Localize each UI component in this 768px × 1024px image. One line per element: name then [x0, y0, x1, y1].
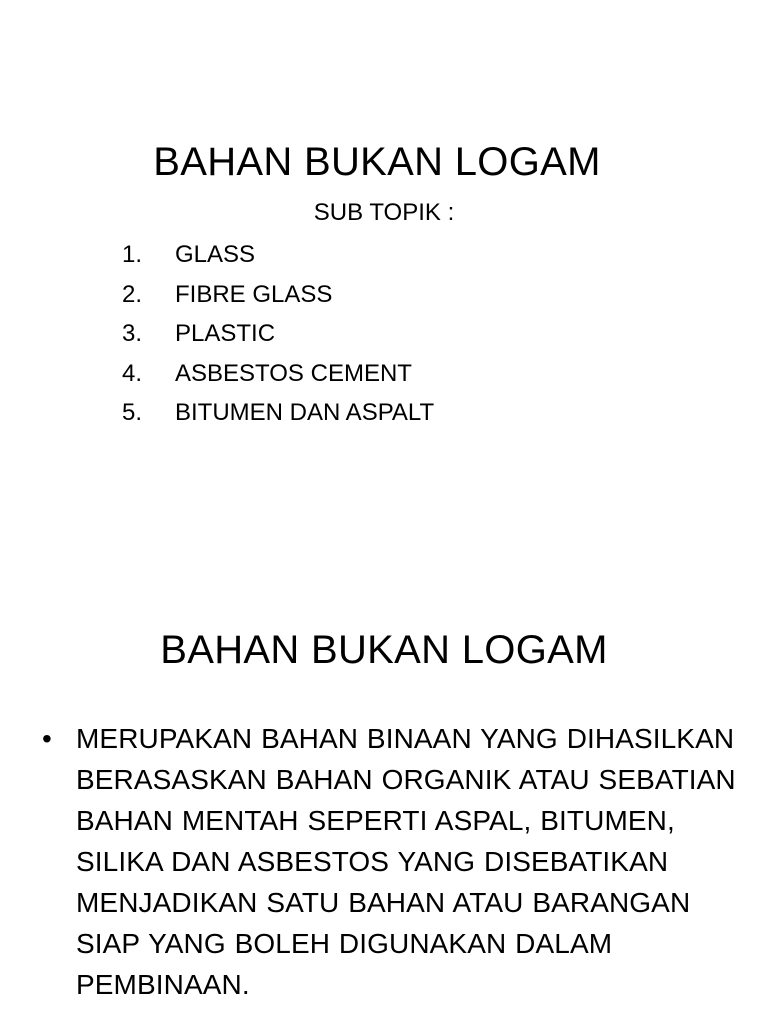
list-item-number: 5. — [122, 399, 143, 426]
slide-1-title: BAHAN BUKAN LOGAM — [153, 140, 601, 184]
list-item — [122, 354, 434, 394]
definition-text: MERUPAKAN BAHAN BINAAN YANG DIHASILKAN BERASASKAN BAHAN ORGANIK ATAU SEBATIAN BAHAN MENTAH SEPERTI ASPAL, BITUMEN, SILIKA DAN ASBESTOS YANG DISEBATIKAN MENJADIKAN SATU BAHAN ATAU BARANGAN SIAP YANG BOLEH DIGUNAKAN DALAM PEMBINAAN. — [76, 723, 736, 1000]
list-item-label: ASBESTOS CEMENT — [175, 359, 412, 387]
list-item — [122, 393, 434, 433]
list-item-number: 4. — [122, 359, 143, 387]
sub-topic-heading: SUB TOPIK : — [313, 199, 455, 226]
list-item-number: 1. — [122, 241, 143, 268]
list-item-number: 2. — [122, 280, 143, 308]
list-item-label: GLASS — [175, 241, 256, 268]
list-item-label: BITUMEN DAN ASPALT — [175, 399, 435, 426]
list-item-label: FIBRE GLASS — [175, 280, 333, 308]
topic-list — [122, 235, 434, 433]
list-item — [122, 235, 434, 275]
list-item-number: 3. — [122, 320, 143, 347]
list-item — [122, 275, 434, 315]
list-item-label: PLASTIC — [175, 320, 276, 347]
definition-bullet — [42, 718, 742, 1005]
slide-2-title: BAHAN BUKAN LOGAM — [160, 628, 608, 672]
bullet-icon: • — [42, 723, 52, 754]
list-item — [122, 314, 434, 354]
slide-2 — [0, 512, 768, 1024]
